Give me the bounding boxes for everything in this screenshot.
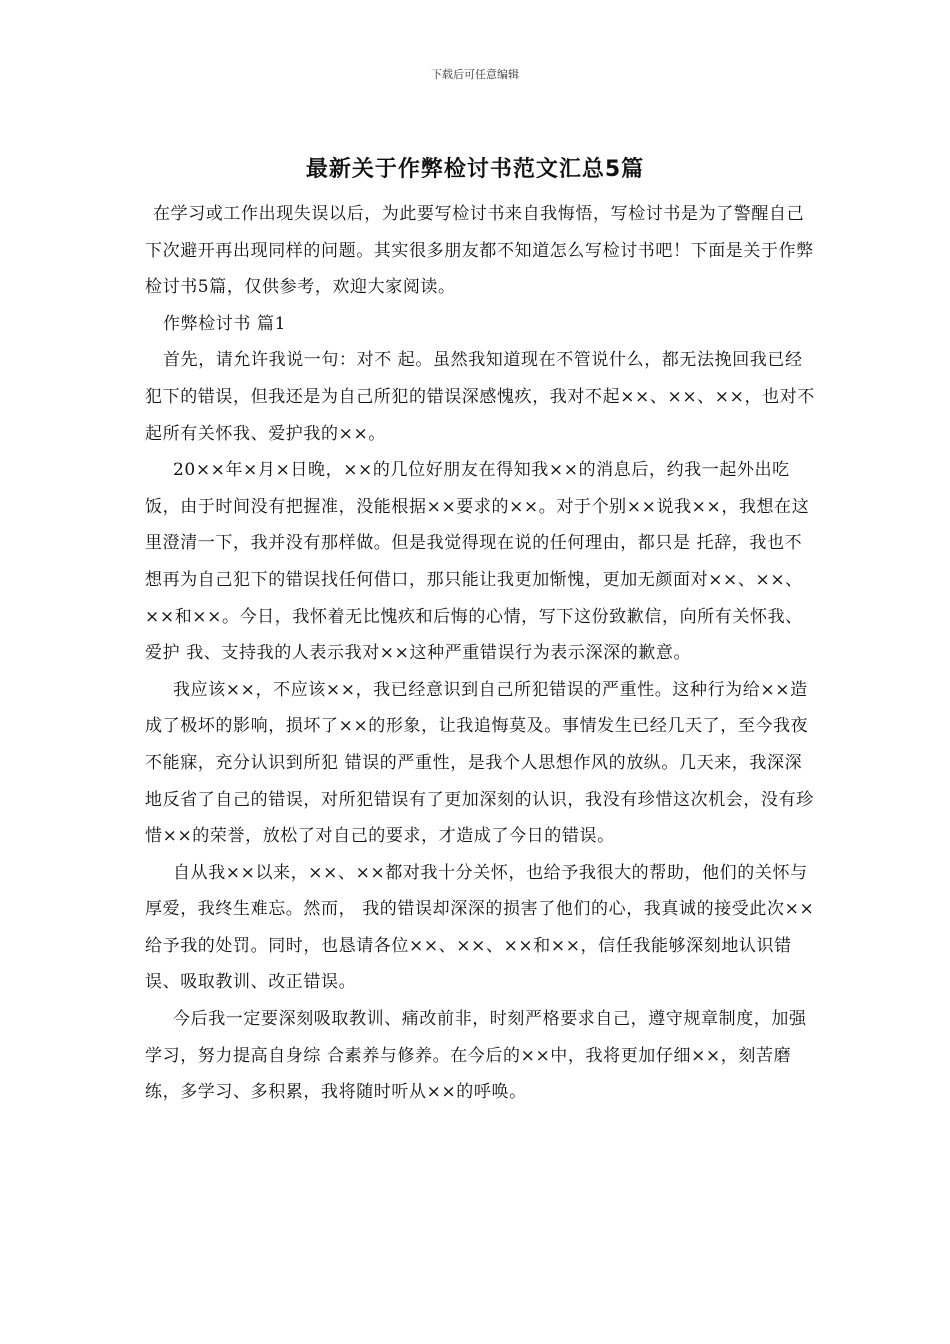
document-body bbox=[145, 196, 815, 1111]
document-title: 最新关于作弊检讨书范文汇总5篇 bbox=[305, 157, 645, 182]
intro-paragraph: 在学习或工作出现失误以后，为此要写检讨书来自我悔悟，写检讨书是为了警醒自己下次避开再出现同样的问题。其实很多朋友都不知道怎么写检讨书吧！下面是关于作弊检讨书5篇，仅供参考，欢迎大家阅读。 bbox=[145, 204, 814, 298]
header-note: 下载后可任意编辑 bbox=[431, 68, 519, 81]
body-paragraph: 20××年×月×日晚，××的几位好朋友在得知我××的消息后，约我一起外出吃饭，由于时间没有把握准，没能根据××要求的××。对于个别××说我××，我想在这里澄清一下，我并没有那样做。但是我觉得现在说的任何理由，都只是 托辞，我也不想再为自己犯下的错误找任何借口，那只能让我更加惭愧，更加无颜面对××、××、××和××。今日，我怀着无比愧疚和后悔的心情，写下这份致歉信，向所有关怀我、爱护 我、支持我的人表示我对××这种严重错误行为表示深深的歉意。 bbox=[145, 460, 810, 664]
body-paragraph: 今后我一定要深刻吸取教训、痛改前非，时刻严格要求自己，遵守规章制度，加强学习，努力提高自身综 合素养与修养。在今后的××中，我将更加仔细××，刻苦磨练，多学习、多积累，我将随时听从××的呼唤。 bbox=[145, 1009, 807, 1103]
section-heading: 作弊检讨书 篇1 bbox=[163, 313, 287, 334]
body-paragraph: 自从我××以来，××、××都对我十分关怀，也给予我很大的帮助，他们的关怀与厚爱，我终生难忘。然而， 我的错误却深深的损害了他们的心，我真诚的接受此次××给予我的处罚。同时，也恳请各位××、××、××和××，信任我能够深刻地认识错误、吸取教训、改正错误。 bbox=[145, 862, 815, 993]
body-paragraph: 我应该××，不应该××，我已经意识到自己所犯错误的严重性。这种行为给××造成了极坏的影响，损坏了××的形象，让我追悔莫及。事情发生已经几天了，至今我夜不能寐，充分认识到所犯 错误的严重性，是我个人思想作风的放纵。几天来，我深深地反省了自己的错误，对所犯错误有了更加深刻的认识，我没有珍惜这次机会，没有珍惜××的荣誉，放松了对自己的要求，才造成了今日的错误。 bbox=[145, 679, 814, 847]
body-paragraph: 首先，请允许我说一句：对不 起。虽然我知道现在不管说什么，都无法挽回我已经犯下的错误，但我还是为自己所犯的错误深感愧疚，我对不起××、××、××，也对不起所有关怀我、爱护我的××。 bbox=[145, 350, 815, 444]
